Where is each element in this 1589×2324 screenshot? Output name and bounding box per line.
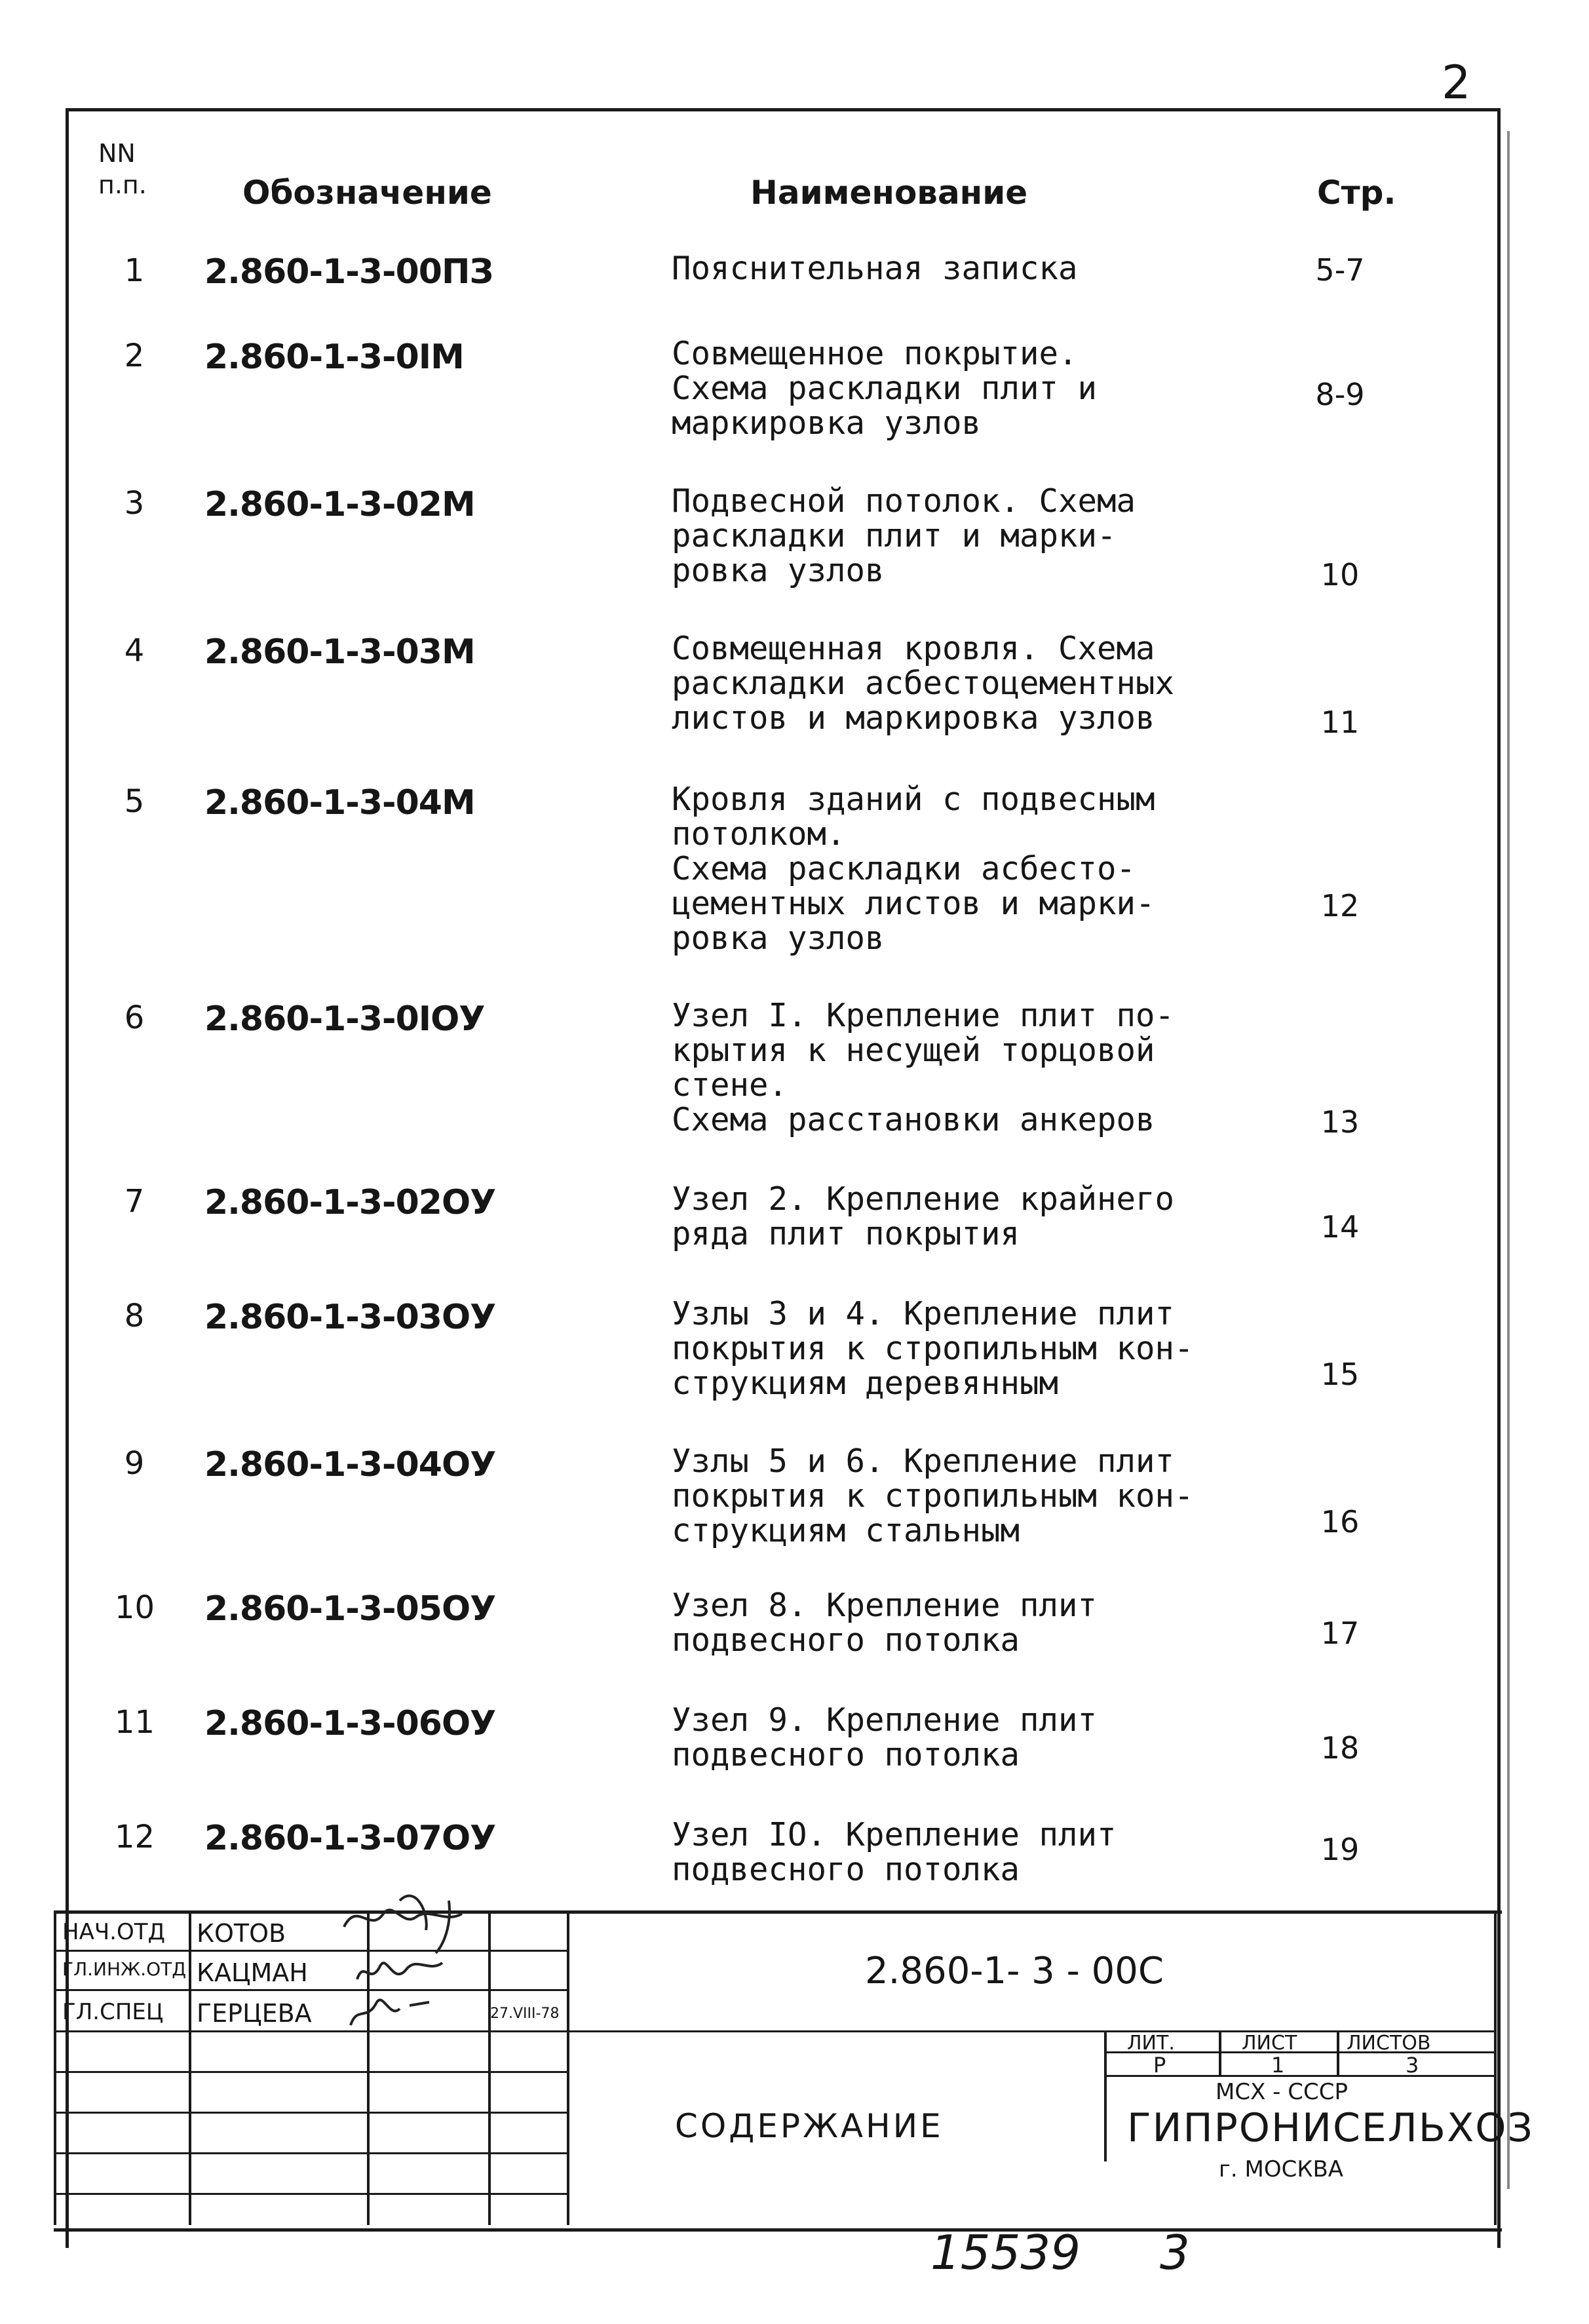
row-name-line: Узел I. Крепление плит по- bbox=[672, 997, 1175, 1034]
row-page: 5-7 bbox=[1315, 252, 1365, 288]
row-page: 18 bbox=[1320, 1730, 1360, 1766]
tb-divider-info bbox=[1104, 2030, 1107, 2161]
sheets-value: 3 bbox=[1406, 2053, 1419, 2078]
row-page: 19 bbox=[1320, 1832, 1360, 1867]
row-designation: 2.860-1-3-05ОУ bbox=[204, 1589, 496, 1629]
row-designation: 2.860-1-3-04М bbox=[204, 783, 475, 823]
row-name-line: струкциям стальным bbox=[672, 1512, 1020, 1549]
row-name bbox=[672, 1444, 1261, 1548]
tb-row-line bbox=[54, 2112, 567, 2114]
sheet-title: СОДЕРЖАНИЕ bbox=[675, 2107, 944, 2145]
tb-left-border bbox=[54, 1910, 56, 2225]
row-name-line: цементных листов и марки- bbox=[672, 885, 1155, 922]
row-number: 2 bbox=[124, 338, 145, 374]
document-code: 2.860-1- 3 - 00С bbox=[865, 1950, 1164, 1992]
row-name-line: струкциям деревянным bbox=[672, 1365, 1059, 1402]
page-number: 3 bbox=[1160, 2225, 1190, 2280]
row-designation: 2.860-1-3-00ПЗ bbox=[204, 252, 493, 292]
row-number: 3 bbox=[124, 485, 145, 522]
row-name-line: Совмещенное покрытие. bbox=[672, 335, 1078, 372]
row-designation: 2.860-1-3-04ОУ bbox=[204, 1445, 496, 1484]
name-katsman: КАЦМАН bbox=[197, 1958, 308, 1987]
row-number: 5 bbox=[124, 783, 145, 820]
row-name bbox=[672, 251, 1261, 286]
row-designation: 2.860-1-3-02ОУ bbox=[204, 1183, 496, 1222]
row-name-line: подвесного потолка bbox=[672, 1736, 1020, 1773]
row-designation: 2.860-1-3-03ОУ bbox=[204, 1298, 496, 1337]
label-sheets: ЛИСТОВ bbox=[1347, 2032, 1431, 2055]
row-page: 16 bbox=[1320, 1504, 1360, 1540]
row-name-line: Узел 2. Крепление крайнего bbox=[672, 1180, 1175, 1218]
header-page: Стр. bbox=[1317, 174, 1396, 212]
row-number: 12 bbox=[115, 1819, 155, 1855]
header-pp: п.п. bbox=[98, 170, 147, 199]
row-name-line: Подвесной потолок. Схема bbox=[672, 482, 1136, 520]
row-name-line: покрытия к стропильным кон- bbox=[672, 1477, 1194, 1515]
row-name bbox=[672, 1588, 1261, 1657]
row-page: 17 bbox=[1320, 1616, 1360, 1651]
row-number: 8 bbox=[124, 1298, 145, 1334]
row-name-line: Схема раскладки асбесто- bbox=[672, 850, 1136, 887]
header-name: Наименование bbox=[750, 174, 1028, 212]
tb-divider-date bbox=[567, 1910, 569, 2225]
header-designation: Обозначение bbox=[242, 174, 492, 212]
row-designation: 2.860-1-3-07ОУ bbox=[204, 1819, 496, 1858]
city: г. МОСКВА bbox=[1219, 2156, 1344, 2182]
row-designation: 2.860-1-3-06ОУ bbox=[204, 1704, 496, 1743]
row-page: 8-9 bbox=[1315, 377, 1365, 412]
row-name-line: раскладки плит и марки- bbox=[672, 517, 1117, 554]
row-page: 13 bbox=[1320, 1104, 1360, 1140]
row-name-line: Схема расстановки анкеров bbox=[672, 1101, 1155, 1138]
sheet-edge-line bbox=[1507, 131, 1510, 2189]
row-name bbox=[672, 782, 1261, 956]
row-number: 10 bbox=[115, 1589, 155, 1626]
tb-divider-role bbox=[189, 1910, 191, 2225]
row-name-line: Кровля зданий с подвесным bbox=[672, 781, 1155, 818]
row-designation: 2.860-1-3-0IОУ bbox=[204, 999, 485, 1039]
row-number: 6 bbox=[124, 999, 145, 1036]
row-name-line: стене. bbox=[672, 1066, 788, 1104]
label-stage: ЛИТ. bbox=[1127, 2032, 1175, 2055]
tb-row-line bbox=[54, 2193, 567, 2195]
row-name-line: раскладки асбестоцементных bbox=[672, 665, 1175, 702]
row-name-line: Узел IO. Крепление плит bbox=[672, 1816, 1117, 1853]
label-sheet: ЛИСТ bbox=[1242, 2032, 1297, 2055]
row-name-line: Схема раскладки плит и bbox=[672, 370, 1098, 407]
row-name bbox=[672, 336, 1261, 440]
row-page: 11 bbox=[1320, 705, 1360, 740]
row-name-line: Узлы 5 и 6. Крепление плит bbox=[672, 1443, 1175, 1480]
row-name-line: подвесного потолка bbox=[672, 1621, 1020, 1659]
row-name-line: Узел 8. Крепление плит bbox=[672, 1587, 1098, 1624]
ministry: МСХ - СССР bbox=[1216, 2079, 1348, 2105]
row-name-line: ровка узлов bbox=[672, 920, 885, 957]
row-number: 9 bbox=[124, 1445, 145, 1482]
row-designation: 2.860-1-3-02М bbox=[204, 485, 475, 524]
role-chief-specialist: ГЛ.СПЕЦ bbox=[62, 1999, 164, 2025]
row-designation: 2.860-1-3-03М bbox=[204, 632, 475, 672]
row-name bbox=[672, 1703, 1261, 1772]
tb-row-line bbox=[54, 2152, 567, 2154]
row-name-line: листов и маркировка узлов bbox=[672, 699, 1155, 737]
row-name-line: ровка узлов bbox=[672, 552, 885, 589]
row-name-line: Пояснительная записка bbox=[672, 250, 1078, 287]
organization: ГИПРОНИСЕЛЬХОЗ bbox=[1127, 2105, 1534, 2151]
name-kotov: КОТОВ bbox=[197, 1919, 286, 1948]
row-name bbox=[672, 1817, 1261, 1887]
header-nn: NN bbox=[98, 139, 136, 168]
row-number: 4 bbox=[124, 632, 145, 669]
row-page: 15 bbox=[1320, 1357, 1360, 1392]
row-page: 12 bbox=[1320, 888, 1360, 923]
row-name-line: крытия к несущей торцовой bbox=[672, 1032, 1155, 1069]
row-name bbox=[672, 484, 1261, 588]
row-name-line: ряда плит покрытия bbox=[672, 1215, 1020, 1252]
archive-number: 15539 bbox=[930, 2225, 1081, 2280]
row-name-line: подвесного потолка bbox=[672, 1851, 1020, 1888]
row-name-line: маркировка узлов bbox=[672, 404, 982, 442]
stage-value: Р bbox=[1153, 2053, 1166, 2078]
role-chief-engineer: ГЛ.ИНЖ.ОТД bbox=[62, 1958, 187, 1980]
row-name-line: Узлы 3 и 4. Крепление плит bbox=[672, 1295, 1175, 1332]
row-name-line: потолком. bbox=[672, 815, 846, 853]
row-page: 10 bbox=[1320, 557, 1360, 592]
row-number: 11 bbox=[115, 1704, 155, 1741]
row-name-line: Совмещенная кровля. Схема bbox=[672, 630, 1155, 667]
signatures bbox=[331, 1888, 541, 2032]
row-name bbox=[672, 998, 1261, 1137]
corner-sheet-mark: 2 bbox=[1442, 56, 1471, 109]
row-name bbox=[672, 631, 1261, 735]
row-number: 1 bbox=[124, 252, 145, 289]
row-page: 14 bbox=[1320, 1209, 1360, 1245]
name-gertseva: ГЕРЦЕВА bbox=[197, 1999, 312, 2028]
row-name-line: покрытия к стропильным кон- bbox=[672, 1330, 1194, 1367]
sheet-value: 1 bbox=[1271, 2053, 1285, 2078]
tb-row-line bbox=[54, 2071, 567, 2073]
row-designation: 2.860-1-3-0IМ bbox=[204, 338, 464, 377]
role-head-dept: НАЧ.ОТД bbox=[62, 1919, 166, 1945]
approval-date: 27.VIII-78 bbox=[490, 2005, 560, 2022]
row-name bbox=[672, 1182, 1261, 1251]
tb-right-border bbox=[1494, 1910, 1497, 2225]
header-number-column bbox=[98, 138, 147, 201]
row-name-line: Узел 9. Крепление плит bbox=[672, 1701, 1098, 1739]
row-name bbox=[672, 1296, 1261, 1401]
row-number: 7 bbox=[124, 1183, 145, 1220]
